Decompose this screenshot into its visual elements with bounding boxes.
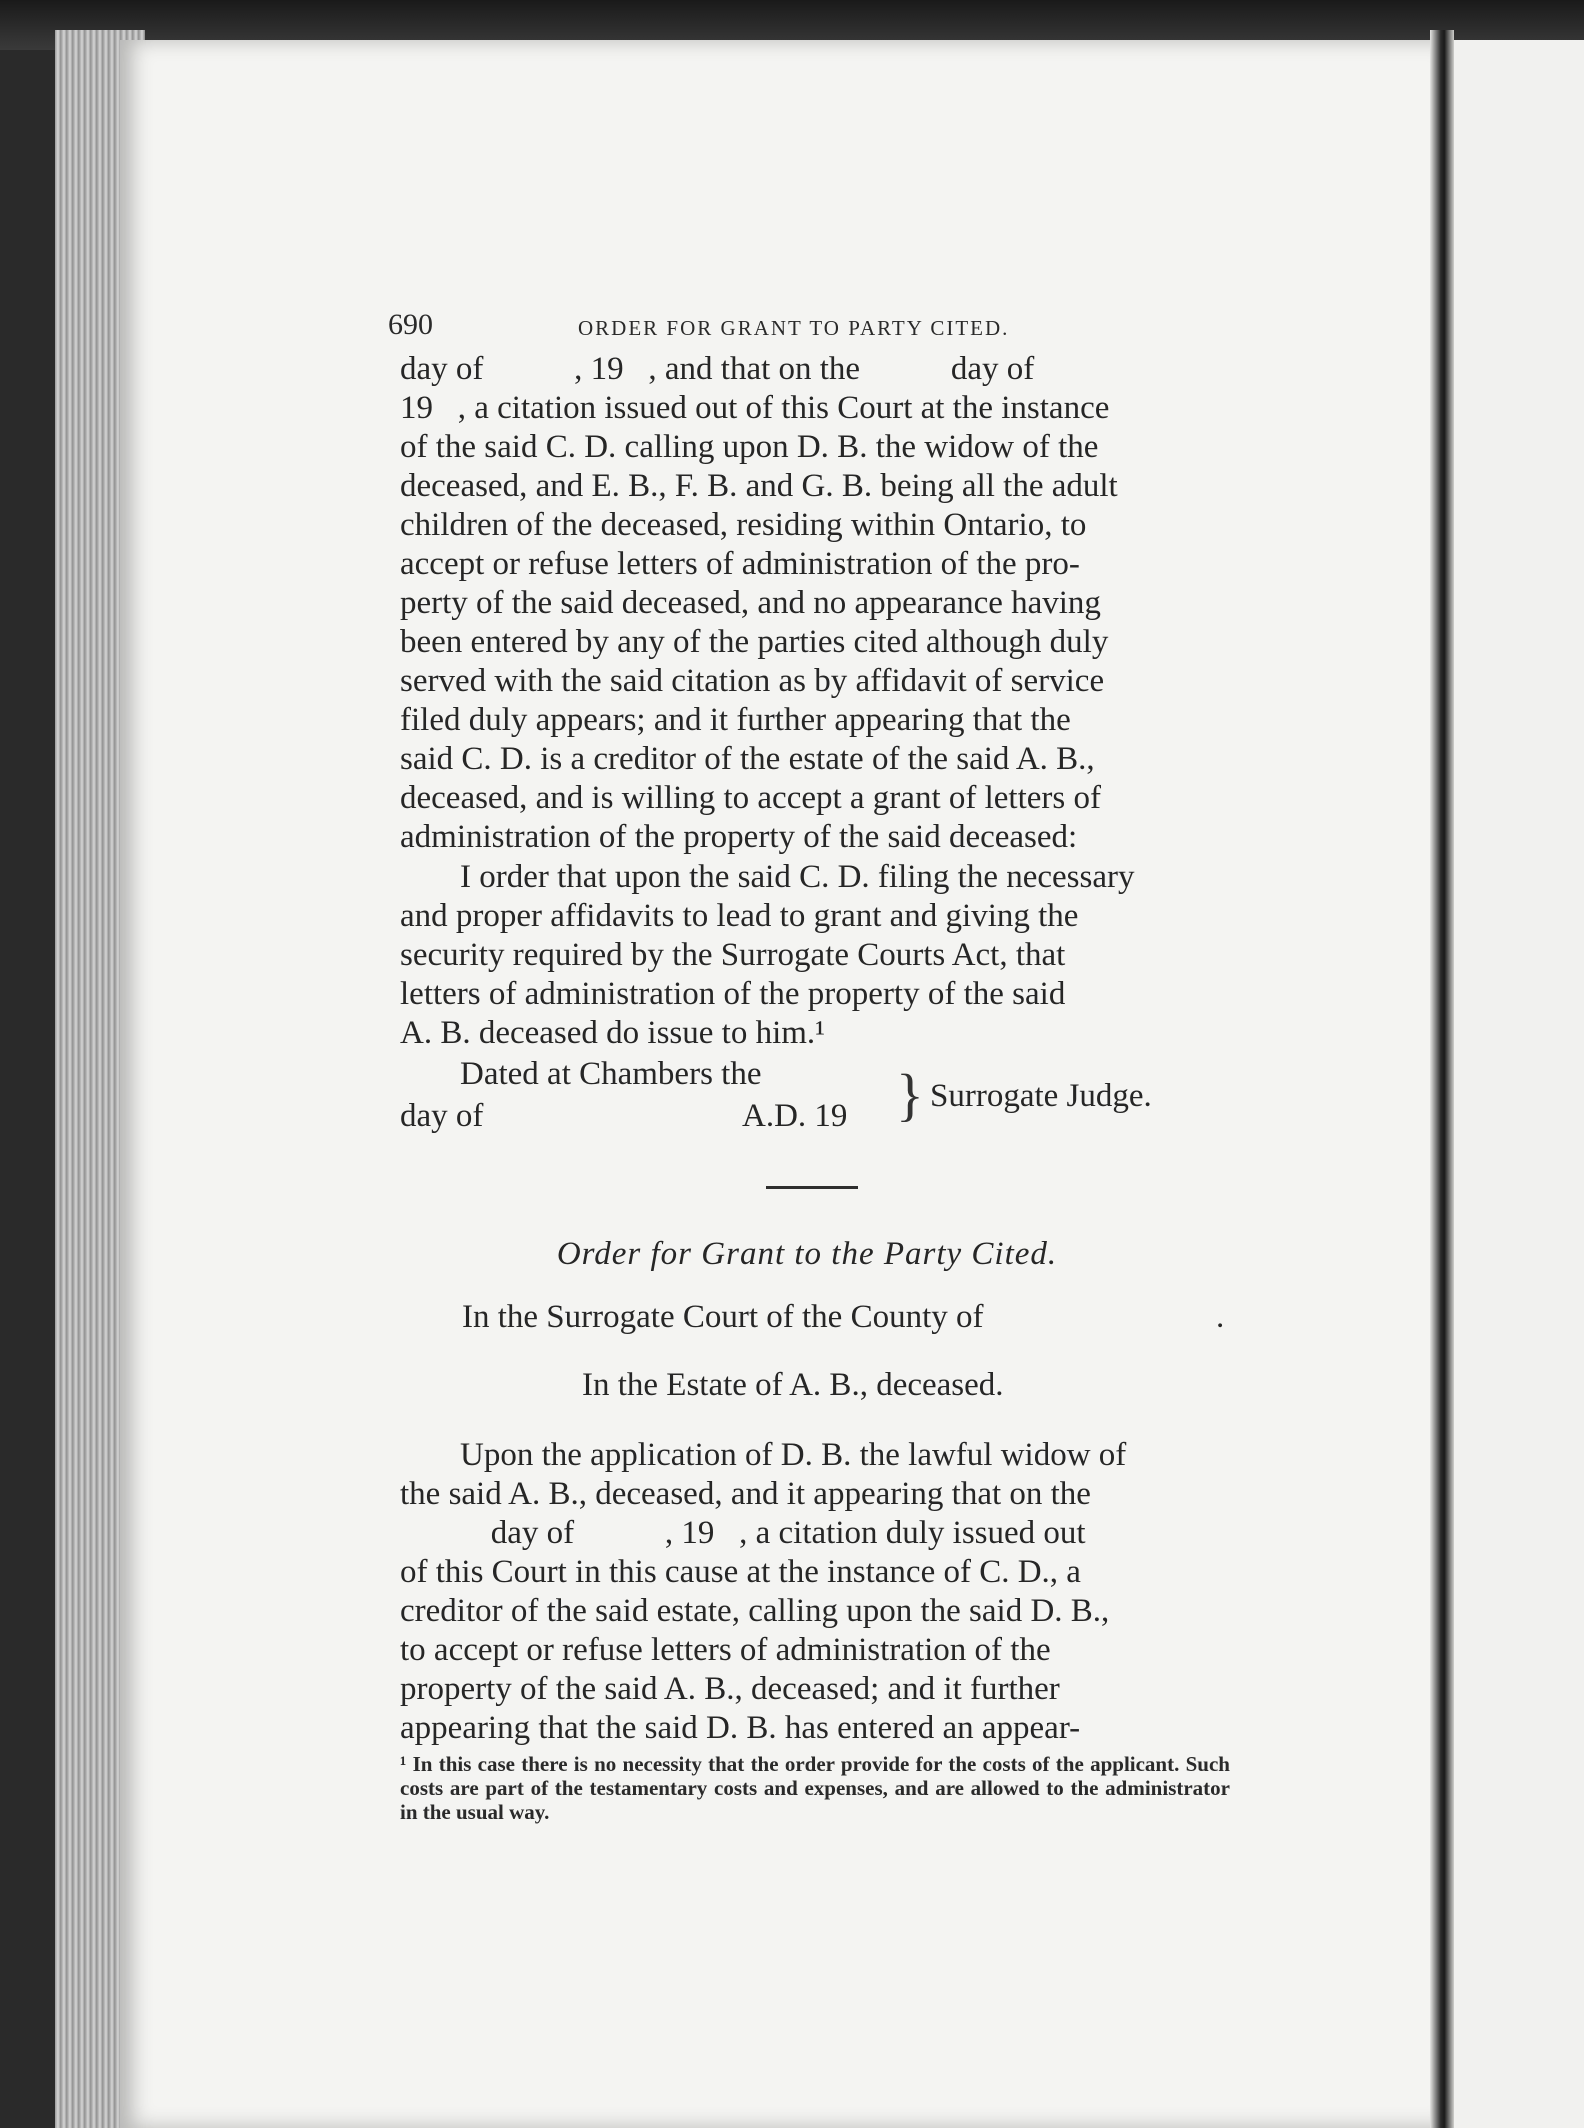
court-line-dot: . bbox=[1216, 1299, 1225, 1335]
application-paragraph bbox=[400, 1436, 1214, 1748]
section-title: Order for Grant to the Party Cited. bbox=[556, 1236, 1058, 1272]
text-line: the said A. B., deceased, and it appearing that on the bbox=[400, 1476, 1091, 1512]
day-of-label: day of bbox=[400, 1098, 484, 1134]
text-line: administration of the property of the said deceased: bbox=[400, 819, 1078, 855]
order-paragraph bbox=[400, 858, 1214, 1053]
ad-year: A.D. 19 bbox=[742, 1098, 848, 1134]
running-title: ORDER FOR GRANT TO PARTY CITED. bbox=[578, 316, 1010, 340]
text-line: security required by the Surrogate Courts Act, that bbox=[400, 937, 1066, 973]
court-line: In the Surrogate Court of the County of bbox=[462, 1299, 984, 1335]
footnote: ¹ In this case there is no necessity that the order provide for the costs of the applicant. Such costs are part of the testamentary costs and expenses, and are allowed to the administrator in the usual way. bbox=[400, 1752, 1230, 1824]
text-line: filed duly appears; and it further appearing that the bbox=[400, 702, 1071, 738]
text-line: property of the said A. B., deceased; and it further bbox=[400, 1671, 1060, 1707]
text-line: said C. D. is a creditor of the estate of the said A. B., bbox=[400, 741, 1095, 777]
brace-symbol: } bbox=[896, 1062, 924, 1127]
text-line: day of , 19 , and that on the day of bbox=[400, 351, 1035, 387]
text-line: deceased, and E. B., F. B. and G. B. being all the adult bbox=[400, 468, 1118, 504]
page-number: 690 bbox=[388, 308, 433, 341]
text-line: accept or refuse letters of administration of the pro- bbox=[400, 546, 1080, 582]
text-line: Upon the application of D. B. the lawful widow of bbox=[460, 1437, 1127, 1473]
top-paragraph bbox=[400, 350, 1214, 857]
text-line: served with the said citation as by affidavit of service bbox=[400, 663, 1105, 699]
text-line: 19 , a citation issued out of this Court at the instance bbox=[400, 390, 1110, 426]
text-line: and proper affidavits to lead to grant and giving the bbox=[400, 898, 1079, 934]
text-line: creditor of the said estate, calling upon the said D. B., bbox=[400, 1593, 1110, 1629]
page-header bbox=[388, 305, 1028, 345]
text-line: letters of administration of the property of the said bbox=[400, 976, 1066, 1012]
section-divider bbox=[766, 1186, 858, 1189]
book-gutter bbox=[1430, 30, 1454, 2128]
text-line: A. B. deceased do issue to him.¹ bbox=[400, 1015, 826, 1051]
text-line: perty of the said deceased, and no appearance having bbox=[400, 585, 1101, 621]
text-line: to accept or refuse letters of administration of the bbox=[400, 1632, 1051, 1668]
text-line: of the said C. D. calling upon D. B. the widow of the bbox=[400, 429, 1099, 465]
text-line: appearing that the said D. B. has entered an appear- bbox=[400, 1710, 1081, 1746]
signature-block bbox=[400, 1055, 1214, 1145]
text-line: day of , 19 , a citation duly issued out bbox=[400, 1515, 1086, 1551]
text-line: deceased, and is willing to accept a grant of letters of bbox=[400, 780, 1101, 816]
dated-at-chambers: Dated at Chambers the bbox=[460, 1056, 762, 1092]
facing-page-edge bbox=[1454, 40, 1584, 2128]
text-line: children of the deceased, residing within Ontario, to bbox=[400, 507, 1087, 543]
estate-line: In the Estate of A. B., deceased. bbox=[582, 1367, 1004, 1403]
text-line: been entered by any of the parties cited although duly bbox=[400, 624, 1109, 660]
text-line: I order that upon the said C. D. filing the necessary bbox=[460, 859, 1135, 895]
text-line: of this Court in this cause at the instance of C. D., a bbox=[400, 1554, 1081, 1590]
surrogate-judge: Surrogate Judge. bbox=[930, 1078, 1152, 1114]
